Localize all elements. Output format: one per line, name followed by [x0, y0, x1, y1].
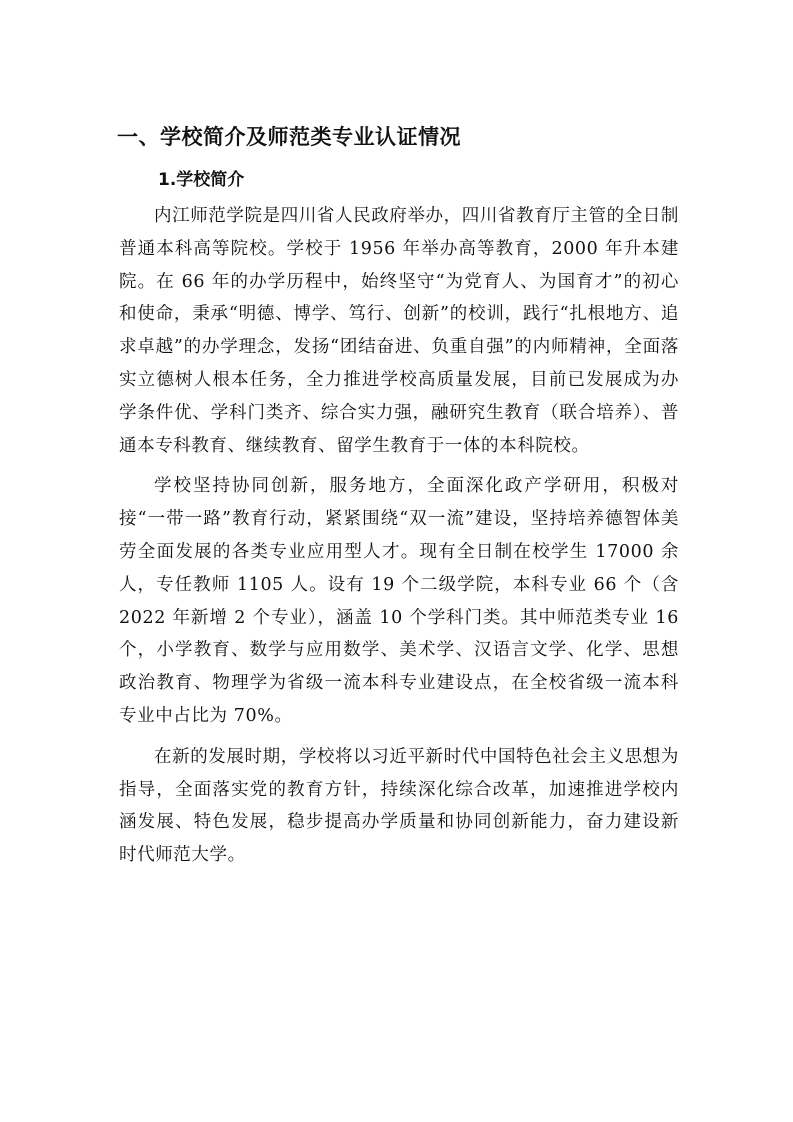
section-heading: 一、学校简介及师范类专业认证情况	[117, 125, 461, 149]
paragraph-school-overview: 内江师范学院是四川省人民政府举办，四川省教育厅主管的全日制普通本科高等院校。学校于 1956 年举办高等教育，2000 年升本建院。在 66 年的办学历程中，始终坚守“为党育人、为国育才”的初心和使命，秉承“明德、博学、笃行、创新”的校训，践行“扎根地方、追求卓越”的办学理念，发扬“团结奋进、负重自强”的内师精神，全面落实立德树人根本任务，全力推进学校高质量发展，目前已发展成为办学条件优、学科门类齐、综合实力强，融研究生教育（联合培养）、普通本专科教育、继续教育、留学生教育于一体的本科院校。	[119, 206, 679, 456]
body-text	[119, 200, 679, 872]
subsection-heading: 1.学校简介	[158, 170, 245, 190]
paragraph-school-scale: 学校坚持协同创新，服务地方，全面深化政产学研用，积极对接“一带一路”教育行动，紧紧围绕“双一流”建设，坚持培养德智体美劳全面发展的各类专业应用型人才。现有全日制在校学生 17000 余人，专任教师 1105 人。设有 19 个二级学院，本科专业 66 个（含 2022 年新增 2 个专业），涵盖 10 个学科门类。其中师范类专业 16 个，小学教育、数学与应用数学、美术学、汉语言文学、化学、思想政治教育、物理学为省级一流本科专业建设点，在全校省级一流本科专业中占比为 70%。	[119, 476, 679, 726]
paragraph-school-future: 在新的发展时期，学校将以习近平新时代中国特色社会主义思想为指导，全面落实党的教育方针，持续深化综合改革，加速推进学校内涵发展、特色发展，稳步提高办学质量和协同创新能力，奋力建设新时代师范大学。	[119, 746, 679, 866]
